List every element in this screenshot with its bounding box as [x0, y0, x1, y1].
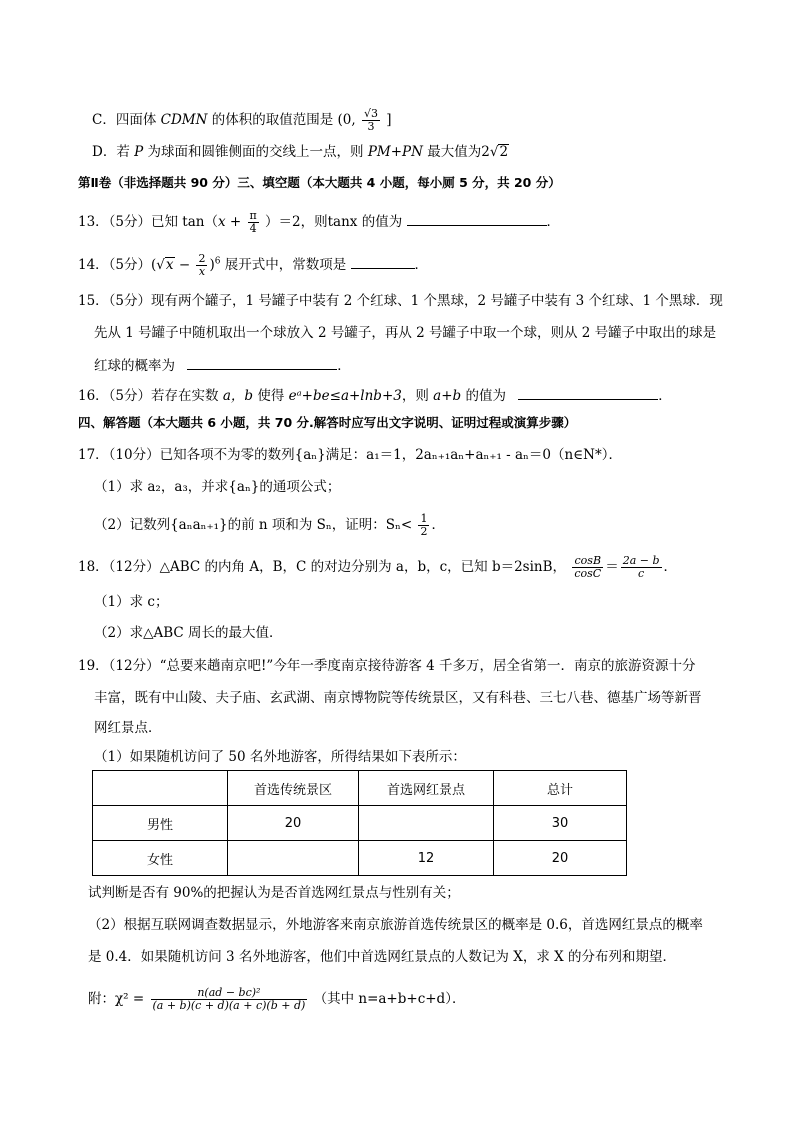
option-c: C．四面体 CDMN 的体积的取值范围是 (0, $\frac{√3}{3}$ ]	[92, 107, 392, 133]
table-cell: 20	[494, 841, 627, 876]
question-19-part-1: （1）如果随机访问了 50 名外地游客，所得结果如下表所示：	[94, 749, 466, 765]
answer-blank-15[interactable]	[187, 355, 337, 370]
question-18-part-2: （2）求△ABC 周长的最大值．	[94, 625, 283, 641]
question-19-line-1: 19．（12分）“总要来趟南京吧!”今年一季度南京接待游客 4 千多万，居全省第一．南京的旅游资源十分	[78, 658, 696, 674]
appendix-formula: 附：χ² = $\frac{\text{n(ad − bc)²}}{(a + b)(c + d)(a + c)(b + d)}$ （其中 n=a+b+c+d）．	[88, 986, 466, 1012]
chi-square-fraction: $\frac{\text{n(ad − bc)²}}{(a + b)(c + d)(a + c)(b + d)}$	[152, 986, 306, 1012]
fraction-1-over-2: $\frac{1}{2}$	[420, 512, 428, 538]
answer-blank-13[interactable]	[407, 211, 547, 226]
table-cell: 12	[359, 841, 494, 876]
question-16: 16．（5分）若存在实数 a，b 使得 eᵃ+be≤a+lnb+3，则 a+b 的值为 ．	[78, 385, 672, 405]
table-header-cell	[93, 771, 228, 806]
question-17: 17．（10分）已知各项不为零的数列{aₙ}满足：a₁＝1，2aₙ₊₁aₙ+aₙ₊₁ - aₙ＝0（n∈N*）．	[78, 447, 622, 463]
answer-blank-14[interactable]	[351, 254, 415, 269]
question-19-after-table: 试判断是否有 90%的把握认为是否首选网红景点与性别有关；	[88, 885, 460, 901]
question-14: 14．（5分）(√x − $\frac{2}{x}$ )$^6$ 展开式中，常数项是 ．	[78, 252, 429, 278]
question-15-line-3: 红球的概率为 ．	[94, 355, 351, 375]
section-4-header: 四、解答题（本大题共 6 小题，共 70 分.解答时应写出文字说明、证明过程或演算步骤）	[78, 415, 577, 430]
table-cell: 男性	[93, 806, 228, 841]
table-header-cell: 首选传统景区	[228, 771, 359, 806]
table-cell: 20	[228, 806, 359, 841]
answer-blank-16[interactable]	[518, 385, 658, 400]
question-19-line-3: 网红景点．	[94, 720, 162, 736]
question-18-part-1: （1）求 c；	[94, 594, 169, 610]
fraction-cosb-over-cosc: $\frac{\cos B}{\cos C}$	[574, 554, 602, 580]
table-cell: 30	[494, 806, 627, 841]
table-row	[93, 806, 627, 841]
question-19-part-2-line-1: （2）根据互联网调查数据显示，外地游客来南京旅游首选传统景区的概率是 0.6，首选网红景点的概率	[88, 917, 703, 933]
table-cell: 女性	[93, 841, 228, 876]
question-19-line-2: 丰富，既有中山陵、夫子庙、玄武湖、南京博物院等传统景区，又有科巷、三七八巷、德基广场等新晋	[94, 690, 702, 706]
table-header-row	[93, 771, 627, 806]
fraction-2a-minus-b-over-c: $\frac{2a - b}{c}$	[622, 554, 660, 580]
table-header-cell: 总计	[494, 771, 627, 806]
contingency-table	[92, 770, 627, 876]
question-15-line-2: 先从 1 号罐子中随机取出一个球放入 2 号罐子，再从 2 号罐子中取一个球，则从 2 号罐子中取出的球是	[94, 325, 717, 341]
question-17-part-1: （1）求 a₂，a₃，并求{aₙ}的通项公式；	[94, 479, 341, 495]
table-row	[93, 841, 627, 876]
question-19-part-2-line-2: 是 0.4．如果随机访问 3 名外地游客，他们中首选网红景点的人数记为 X，求 X 的分布列和期望．	[88, 949, 677, 965]
option-d: D．若 P 为球面和圆锥侧面的交线上一点，则 PM+PN 最大值为2√2	[92, 144, 509, 160]
fraction-sqrt3-over-3: $\frac{√3}{3}$	[363, 107, 378, 133]
question-13: 13．（5分）已知 tan（x + $\frac{\pi}{4}$ ）＝2，则tanx 的值为 ．	[78, 209, 561, 235]
question-15-line-1: 15．（5分）现有两个罐子，1 号罐子中装有 2 个红球、1 个黑球，2 号罐子中装有 3 个红球、1 个黑球．现	[78, 293, 723, 309]
section-2-header: 第Ⅱ卷（非选择题共 90 分）三、填空题（本大题共 4 小题，每小厕 5 分，共 20 分）	[78, 175, 561, 190]
fraction-pi-over-4: $\frac{\pi}{4}$	[249, 209, 257, 235]
question-18: 18．（12分）△ABC 的内角 A，B，C 的对边分别为 a，b，c，已知 b＝2sinB， $\frac{\cos B}{\cos C}$ ＝ $\frac{2a - b}{c}$ ．	[78, 554, 678, 580]
question-17-part-2: （2）记数列{aₙaₙ₊₁}的前 n 项和为 Sₙ，证明：Sₙ< $\frac{1}{2}$ ．	[94, 512, 445, 538]
table-cell	[228, 841, 359, 876]
fraction-2-over-x: $\frac{2}{x}$	[198, 252, 206, 278]
table-header-cell: 首选网红景点	[359, 771, 494, 806]
table-cell	[359, 806, 494, 841]
